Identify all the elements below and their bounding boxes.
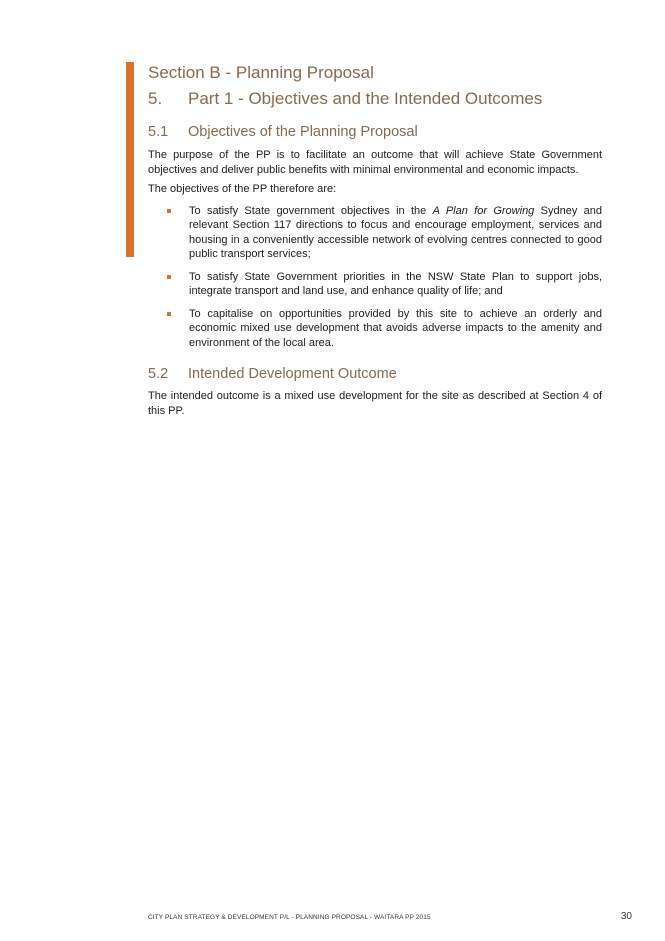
bullet-square-icon — [167, 209, 171, 213]
part-heading — [148, 88, 602, 110]
purpose-paragraph: The purpose of the PP is to facilitate an outcome that will achieve State Government objectives and deliver public benefits with minimal environmental and economic impacts. — [148, 149, 602, 176]
page-number: 30 — [620, 911, 632, 922]
bullet-square-icon — [167, 275, 171, 279]
part-number: 5. — [148, 89, 163, 108]
list-item — [148, 270, 602, 299]
subsection-title: Intended Development Outcome — [188, 366, 397, 382]
outcome-paragraph: The intended outcome is a mixed use development for the site as described at Section 4 of this PP. — [148, 390, 602, 417]
objectives-list — [148, 204, 602, 351]
page-content — [148, 62, 602, 418]
page-footer: CITY PLAN STRATEGY & DEVELOPMENT P/L - PLANNING PROPOSAL - WAITARA PP 2015 — [148, 914, 431, 921]
subsection-title: Objectives of the Planning Proposal — [188, 124, 418, 140]
bullet-text: To satisfy State Government priorities in the NSW State Plan to support jobs, integrate transport and land use, and enhance quality of life; and — [189, 270, 602, 297]
subsection-heading-objectives — [148, 123, 602, 141]
bullet-text: To capitalise on opportunities provided by this site to achieve an orderly and economic mixed use development that avoids adverse impacts to the amenity and environment of the local area. — [189, 307, 602, 349]
subsection-number: 5.2 — [148, 366, 169, 382]
section-accent-bar — [126, 62, 134, 257]
subsection-heading-outcome — [148, 365, 602, 383]
section-title: Section B - Planning Proposal — [148, 63, 374, 82]
bullet-text-part: To satisfy State government objectives in the — [189, 204, 433, 217]
part-title: Part 1 - Objectives and the Intended Outcomes — [188, 89, 543, 108]
plan-title-italic: A Plan for Growing — [432, 204, 535, 217]
bullet-square-icon — [167, 312, 171, 316]
bullet-text-part: Sydney and relevant Section 117 directions to focus and encourage employment, services and housing in a conveniently accessible network of evolving centres connected to good public transport services; — [189, 204, 602, 260]
list-item — [148, 204, 602, 262]
objectives-lead-paragraph: The objectives of the PP therefore are: — [148, 183, 337, 195]
list-item — [148, 307, 602, 351]
subsection-number: 5.1 — [148, 124, 169, 140]
